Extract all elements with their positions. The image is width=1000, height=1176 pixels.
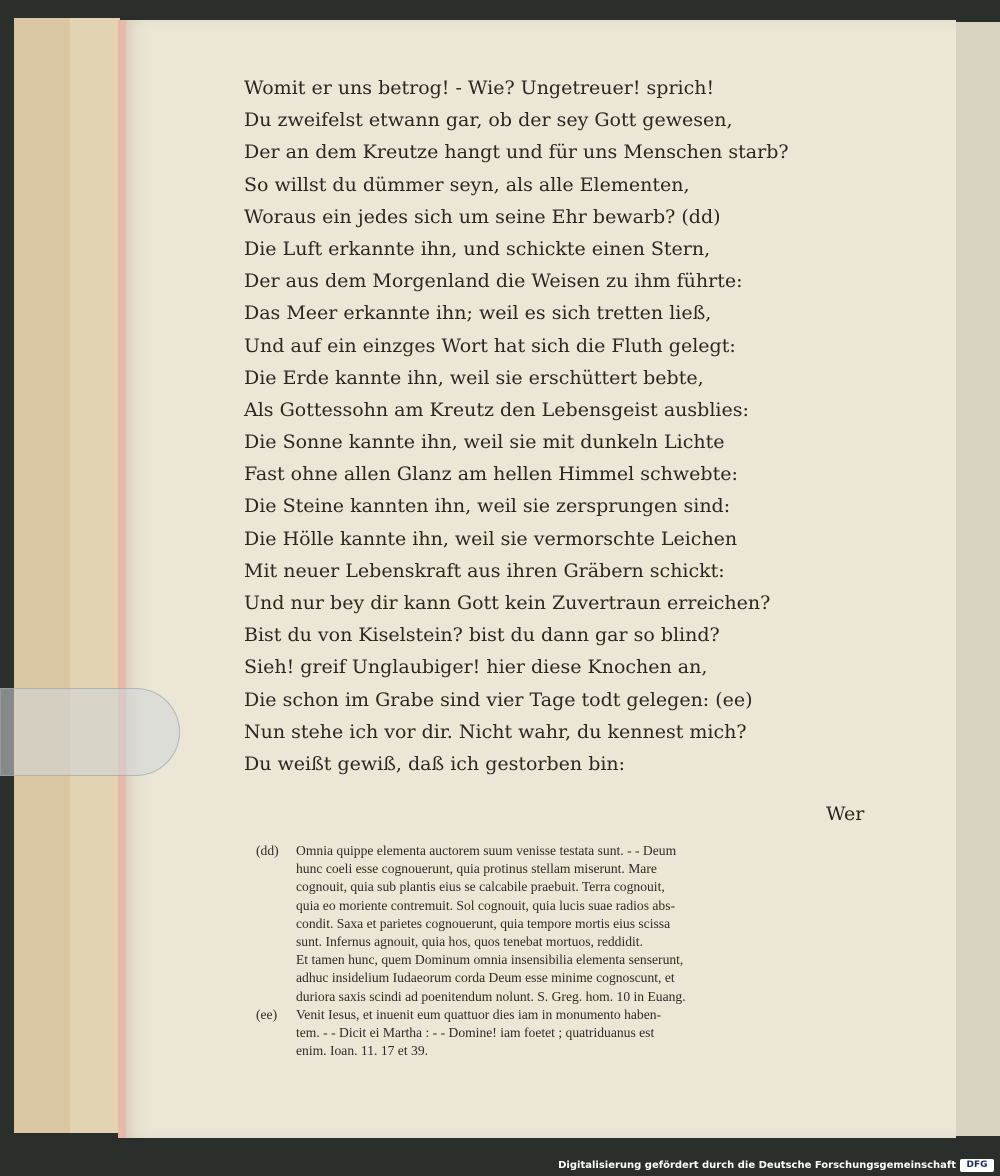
catchword: Wer (826, 803, 865, 825)
page-holder-clip (0, 688, 180, 776)
verse-line: Mit neuer Lebenskraft aus ihren Gräbern schickt: (244, 559, 725, 582)
verse-line: Sieh! greif Unglaubiger! hier diese Knochen an, (244, 656, 708, 679)
footnote-label: (ee) (256, 1006, 278, 1022)
verse-block (244, 72, 824, 780)
footnote-line (256, 897, 916, 915)
footnote-line (256, 878, 916, 896)
footnote-line (256, 1042, 916, 1060)
footnote-text: quia eo moriente contremuit. Sol cognouit, quia lucis suae radios abs- (296, 897, 676, 913)
footnote-line (256, 1024, 916, 1042)
footnote-line (256, 860, 916, 878)
verse-line: Als Gottessohn am Kreutz den Lebensgeist ausblies: (244, 398, 749, 421)
footnote-line (256, 915, 916, 933)
footnote-line (256, 969, 916, 987)
footnote-text: cognouit, quia sub plantis eius se calcabile praebuit. Terra cognouit, (296, 879, 665, 895)
verse-line: Und nur bey dir kann Gott kein Zuvertraun erreichen? (244, 592, 771, 614)
verse-line: Die Erde kannte ihn, weil sie erschüttert bebte, (244, 366, 704, 389)
footnote-line (256, 933, 916, 951)
footnote-line (256, 1006, 916, 1024)
adjacent-page (956, 22, 1000, 1136)
footnote-text: tem. - - Dicit ei Martha : - - Domine! iam foetet ; quatriduanus est (296, 1024, 655, 1040)
verse-line: Du zweifelst etwann gar, ob der sey Gott gewesen, (244, 109, 733, 132)
page-gilt-edge (118, 20, 126, 1138)
footnote-text: hunc coeli esse cognouerunt, quia protinus stellam miserunt. Mare (296, 861, 657, 877)
footnote-text: Omnia quippe elementa auctorem suum venisse testata sunt. - - Deum (296, 843, 677, 858)
verse-line: Womit er uns betrog! - Wie? Ungetreuer! sprich! (244, 77, 715, 99)
footnote-text: condit. Saxa et parietes cognouerunt, quia tempore mortis eius scissa (296, 915, 671, 931)
footnote-label: (dd) (256, 843, 279, 858)
verse-line: Der an dem Kreutze hangt und für uns Menschen starb? (244, 141, 789, 164)
footnote-text: sunt. Infernus agnouit, quia hos, quos tenebat mortuos, reddidit. (296, 933, 643, 949)
verse-line: So willst du dümmer seyn, als alle Elementen, (244, 173, 690, 196)
verse-line: Die schon im Grabe sind vier Tage todt gelegen: (ee) (244, 688, 753, 711)
verse-line: Bist du von Kiselstein? bist du dann gar so blind? (244, 624, 720, 647)
book-page-stack (70, 18, 120, 1133)
verse-line: Die Hölle kannte ihn, weil sie vermorschte Leichen (244, 527, 738, 550)
footnotes (256, 842, 916, 1060)
digitization-credit: Digitalisierung gefördert durch die Deutsche Forschungsgemeinschaft (558, 1160, 956, 1171)
dfg-logo: DFG (960, 1159, 994, 1172)
verse-line: Die Luft erkannte ihn, und schickte einen Stern, (244, 237, 711, 260)
footnote-text: enim. Ioan. 11. 17 et 39. (296, 1043, 429, 1059)
footnote-text: Venit Iesus, et inuenit eum quattuor dies iam in monumento haben- (296, 1006, 662, 1022)
verse-line: Der aus dem Morgenland die Weisen zu ihm führte: (244, 270, 743, 293)
footnote-text: adhuc insidelium Iudaeorum corda Deum esse minime cognoscunt, et (296, 970, 675, 986)
verse-line: Fast ohne allen Glanz am hellen Himmel schwebte: (244, 463, 738, 486)
footnote-line (256, 951, 916, 969)
footnote-line (256, 988, 916, 1006)
footnote-text: duriora saxis scindi ad poenitendum nolunt. S. Greg. hom. 10 in Euang. (296, 988, 686, 1004)
verse-line: Woraus ein jedes sich um seine Ehr bewarb? (dd) (244, 205, 721, 228)
verse-line: Nun stehe ich vor dir. Nicht wahr, du kennest mich? (244, 720, 747, 743)
footnote-text: Et tamen hunc, quem Dominum omnia insensibilia elementa senserunt, (296, 952, 684, 968)
verse-line: Du weißt gewiß, daß ich gestorben bin: (244, 752, 626, 775)
footnote-line (256, 842, 916, 860)
verse-line: Die Sonne kannte ihn, weil sie mit dunkeln Lichte (244, 431, 725, 454)
verse-line: Die Steine kannten ihn, weil sie zersprungen sind: (244, 495, 731, 518)
verse-line: Das Meer erkannte ihn; weil es sich tretten ließ, (244, 302, 712, 325)
verse-line: Und auf ein einzges Wort hat sich die Fluth gelegt: (244, 334, 736, 357)
